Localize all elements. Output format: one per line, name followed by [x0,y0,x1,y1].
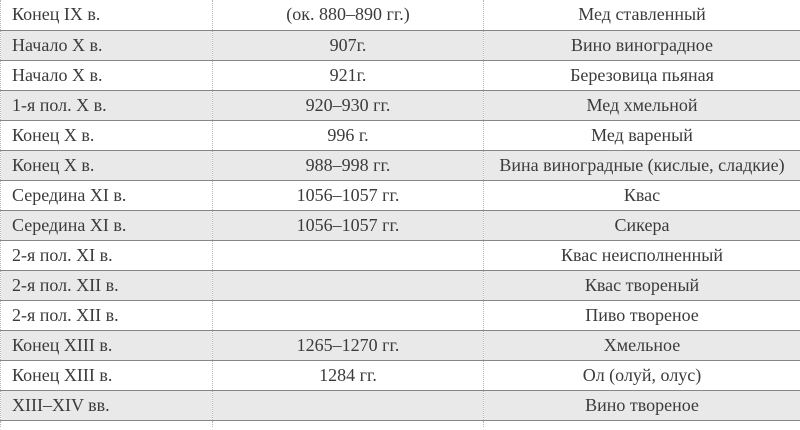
table-body [1,0,800,427]
table-row [1,30,800,60]
table-row [1,210,800,240]
period-cell: Середина XI в. [1,210,213,240]
table-row [1,90,800,120]
dates-cell: 1056–1057 гг. [213,180,484,210]
table-row [1,300,800,330]
beverage-cell: Вино твореное [484,390,800,420]
dates-cell: 996 г. [213,120,484,150]
beverage-cell: Квас твореный [484,270,800,300]
beverage-cell: Березовица пьяная [484,60,800,90]
beverage-cell: Мед ставленный [484,0,800,30]
period-cell: Конец IX в. [1,0,213,30]
dates-cell [213,300,484,330]
period-cell: Середина XI в. [1,180,213,210]
table-row [1,330,800,360]
partial-cell [213,420,484,427]
partial-cell [1,420,213,427]
period-cell: XIII–XIV вв. [1,390,213,420]
period-cell: 2-я пол. XII в. [1,270,213,300]
table-row [1,60,800,90]
dates-cell: 1056–1057 гг. [213,210,484,240]
beverage-cell: Вина виноградные (кислые, сладкие) [484,150,800,180]
dates-cell: 907г. [213,30,484,60]
beverage-cell: Мед вареный [484,120,800,150]
beverage-cell: Вино виноградное [484,30,800,60]
period-cell: Конец XIII в. [1,330,213,360]
dates-cell: 988–998 гг. [213,150,484,180]
dates-cell: 920–930 гг. [213,90,484,120]
beverage-cell: Сикера [484,210,800,240]
beverage-cell: Квас [484,180,800,210]
period-cell: Начало X в. [1,30,213,60]
dates-cell [213,270,484,300]
table-row [1,0,800,30]
dates-cell: (ок. 880–890 гг.) [213,0,484,30]
partial-row-cutoff [1,420,800,427]
beverage-cell: Хмельное [484,330,800,360]
table-row [1,240,800,270]
table-row [1,120,800,150]
dates-cell: 1284 гг. [213,360,484,390]
partial-cell [484,420,800,427]
table-row [1,390,800,420]
dates-cell: 1265–1270 гг. [213,330,484,360]
period-cell: Начало X в. [1,60,213,90]
table-row [1,360,800,390]
period-cell: 2-я пол. XII в. [1,300,213,330]
period-cell: 2-я пол. XI в. [1,240,213,270]
dates-cell: 921г. [213,60,484,90]
table-row [1,150,800,180]
period-cell: Конец X в. [1,120,213,150]
beverage-cell: Мед хмельной [484,90,800,120]
period-cell: 1-я пол. X в. [1,90,213,120]
beverage-cell: Ол (олуй, олус) [484,360,800,390]
table-row [1,180,800,210]
beverage-cell: Пиво твореное [484,300,800,330]
dates-cell [213,240,484,270]
beverage-cell: Квас неисполненный [484,240,800,270]
table-row [1,270,800,300]
period-cell: Конец XIII в. [1,360,213,390]
period-cell: Конец X в. [1,150,213,180]
dates-cell [213,390,484,420]
